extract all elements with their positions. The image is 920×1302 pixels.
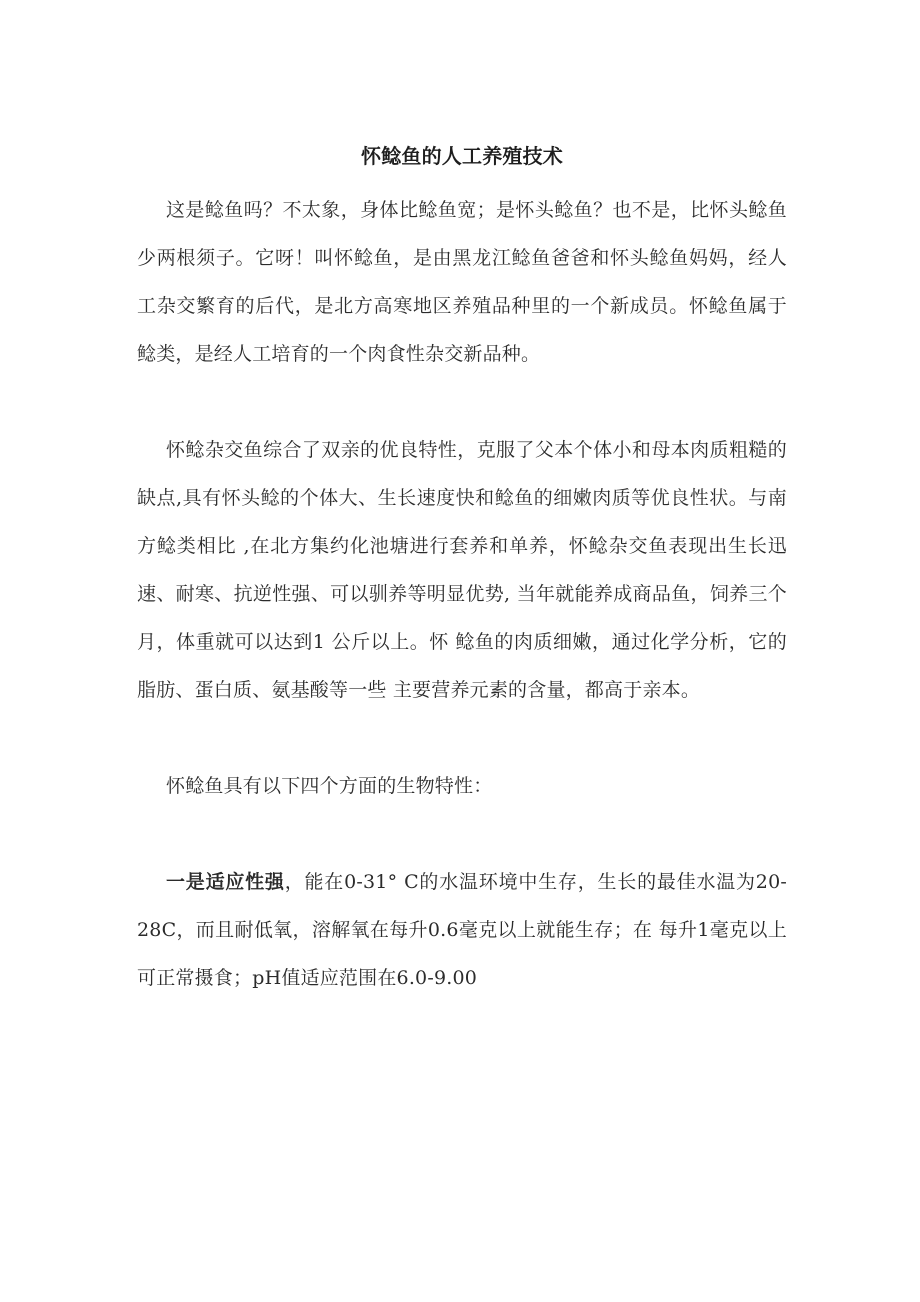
paragraph-spacer	[137, 378, 787, 426]
paragraph-intro: 这是鲶鱼吗？不太象，身体比鲶鱼宽；是怀头鲶鱼？也不是，比怀头鲶鱼少两根须子。它呀！叫怀鲶鱼，是由黑龙江鲶鱼爸爸和怀头鲶鱼妈妈，经人工杂交繁育的后代，是北方高寒地区养殖品种里的一个新成员。怀鲶鱼属于鲶类，是经人工培育的一个肉食性杂交新品种。	[137, 199, 787, 365]
paragraph-spacer	[137, 714, 787, 762]
trait-one-lead: 一是适应性强	[166, 871, 285, 893]
paragraph-spacer	[137, 810, 787, 858]
paragraph-hybrid-traits: 怀鲶杂交鱼综合了双亲的优良特性，克服了父本个体小和母本肉质粗糙的缺点,具有怀头鲶的个体大、生长速度快和鲶鱼的细嫩肉质等优良性状。与南方鲶类相比 ,在北方集约化池塘进行套养和单养，怀鲶杂交鱼表现出生长迅速、耐寒、抗逆性强、可以驯养等明显优势, 当年就能养成商品鱼，饲养三个月，体重就可以达到1 公斤以上。怀 鲶鱼的肉质细嫩，通过化学分析，它的脂肪、蛋白质、氨基酸等一些 主要营养元素的含量，都高于亲本。	[137, 439, 787, 701]
document-body	[137, 140, 787, 1002]
paragraph-bio-traits-intro: 怀鲶鱼具有以下四个方面的生物特性：	[166, 775, 493, 797]
paragraph-trait-one	[137, 858, 787, 1002]
trait-one-text: ，能在0-31° C的水温环境中生存，生长的最佳水温为20-28C，而且耐低氧，溶解氧在每升0.6毫克以上就能生存；在 每升1毫克以上可正常摄食；pH值适应范围在6.0-9.00	[137, 871, 787, 989]
document-title: 怀鲶鱼的人工养殖技术	[361, 144, 563, 168]
